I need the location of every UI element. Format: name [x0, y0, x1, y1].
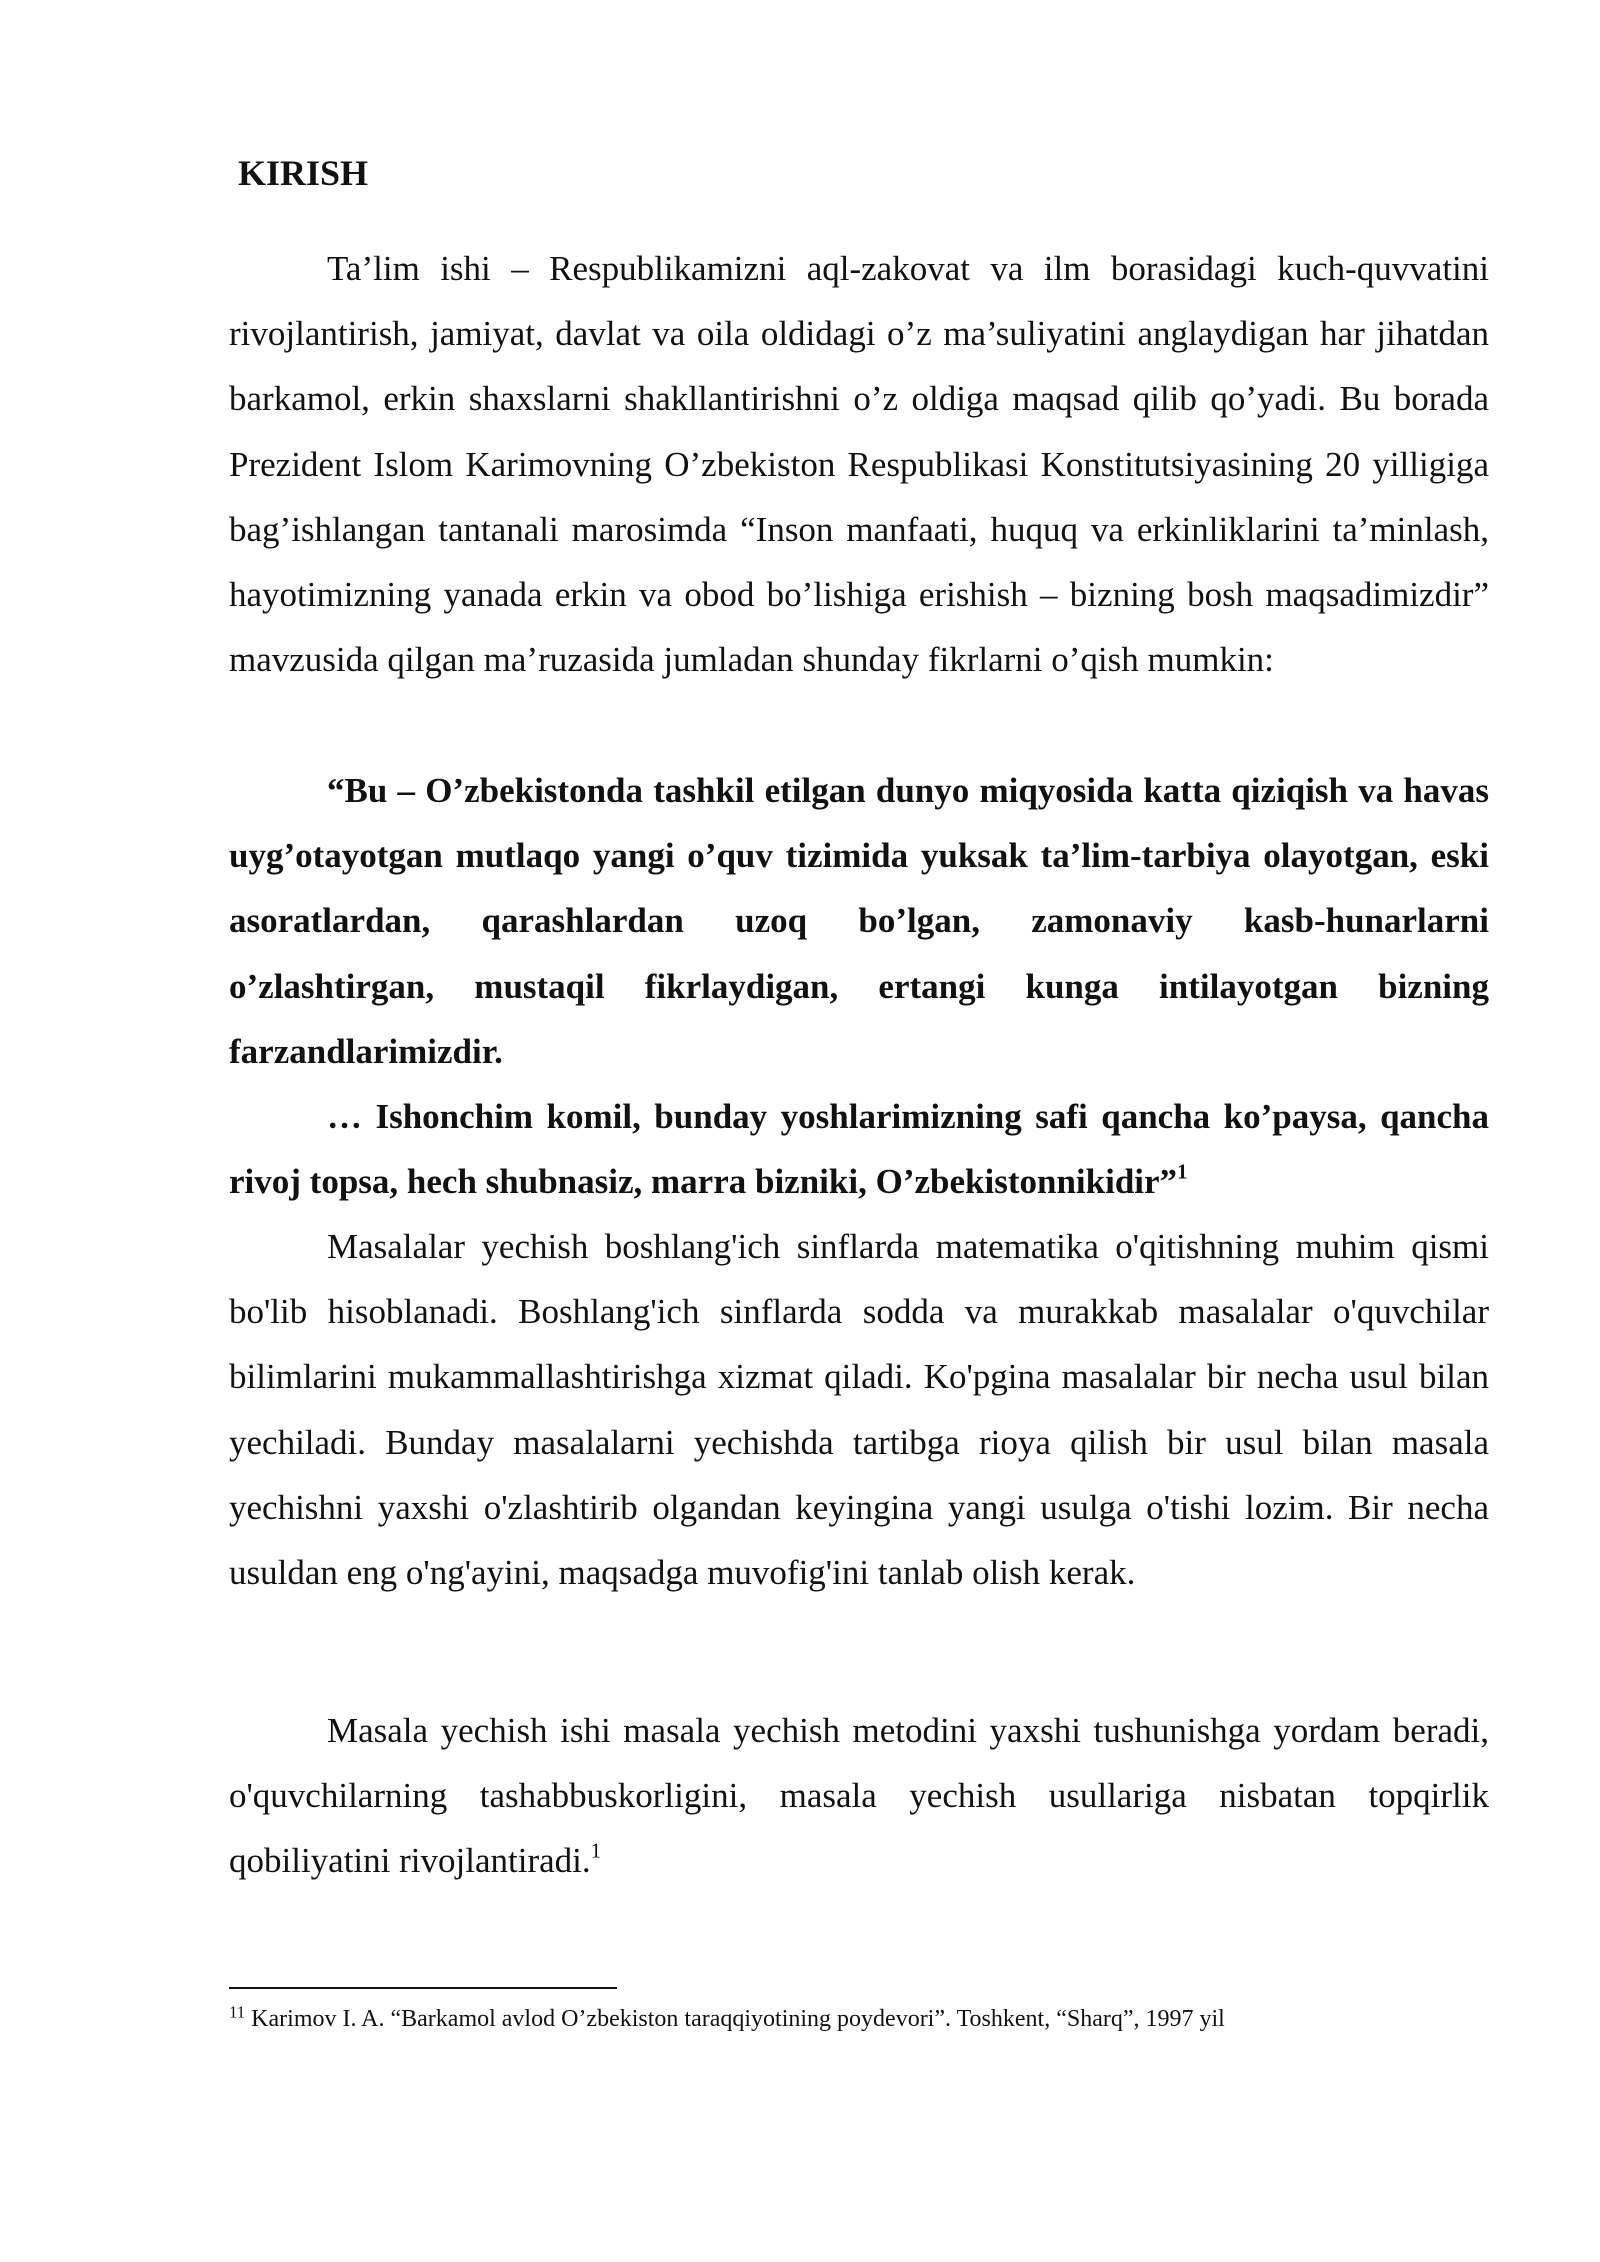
- intro-paragraph: Ta’lim ishi – Respublikamizni aql-zakovat va ilm borasidagi kuch-quvvatini rivojlantirish, jamiyat, davlat va oila oldidagi o’z ma’suliyatini anglaydigan har jihatdan barkamol, erkin shaxslarni shakllantirishni o’z oldiga maqsad qilib qo’yadi. Bu borada Prezident Islom Karimovning O’zbekiston Respublikasi Konstitutsiyasining 20 yilligiga bag’ishlangan tantanali marosimda “Inson manfaati, huquq va erkinliklarini ta’minlash, hayotimizning yanada erkin va obod bo’lishiga erishish – bizning bosh maqsadimizdir” mavzusida qilgan ma’ruzasida jumladan shunday fikrlarni o’qish mumkin:: [229, 249, 1489, 680]
- footnote-separator: [229, 1987, 617, 1989]
- footnote-reference: 1: [1177, 1159, 1188, 1184]
- section-heading: KIRISH: [238, 153, 369, 193]
- quote-text: … Ishonchim komil, bunday yoshlarimizning safi qancha ko’paysa, qancha rivoj topsa, hech shubnasiz, marra bizniki, O’zbekistonnikidir”: [229, 1097, 1489, 1202]
- quote-paragraph-2: [229, 1084, 1489, 1214]
- footnote-mark: 11: [229, 2002, 246, 2022]
- footnote: [229, 2003, 1225, 2035]
- body-paragraph-3: [229, 1698, 1489, 1894]
- footnote-reference: 1: [590, 1838, 602, 1863]
- body-paragraph-2: Masalalar yechish boshlang'ich sinflarda matematika o'qitishning muhim qismi bo'lib hisoblanadi. Boshlang'ich sinflarda sodda va murakkab masalalar o'quvchilar bilimlarini mukammallashtirishga xizmat qiladi. Ko'pgina masalalar bir necha usul bilan yechiladi. Bunday masalalarni yechishda tartibga rioya qilish bir usul bilan masala yechishni yaxshi o'zlashtirib olgandan keyingina yangi usulga o'tishi lozim. Bir necha usuldan eng o'ng'ayini, maqsadga muvofig'ini tanlab olish kerak.: [229, 1227, 1489, 1593]
- paragraph-text: Masala yechish ishi masala yechish metodini yaxshi tushunishga yordam beradi, o'quvchilarning tashabbuskorligini, masala yechish usullariga nisbatan topqirlik qobiliyatini rivojlantiradi.: [229, 1711, 1489, 1881]
- footnote-text: Karimov I. A. “Barkamol avlod O’zbekiston taraqqiyotining poydevori”. Toshkent, “Sharq”, 1997 yil: [251, 2006, 1225, 2032]
- quote-paragraph-1: “Bu – O’zbekistonda tashkil etilgan dunyo miqyosida katta qiziqish va havas uyg’otayotgan mutlaqo yangi o’quv tizimida yuksak ta’lim-tarbiya olayotgan, eski asoratlardan, qarashlardan uzoq bo’lgan, zamonaviy kasb-hunarlarni o’zlashtirgan, mustaqil fikrlaydigan, ertangi kunga intilayotgan bizning farzandlarimizdir.: [229, 771, 1489, 1071]
